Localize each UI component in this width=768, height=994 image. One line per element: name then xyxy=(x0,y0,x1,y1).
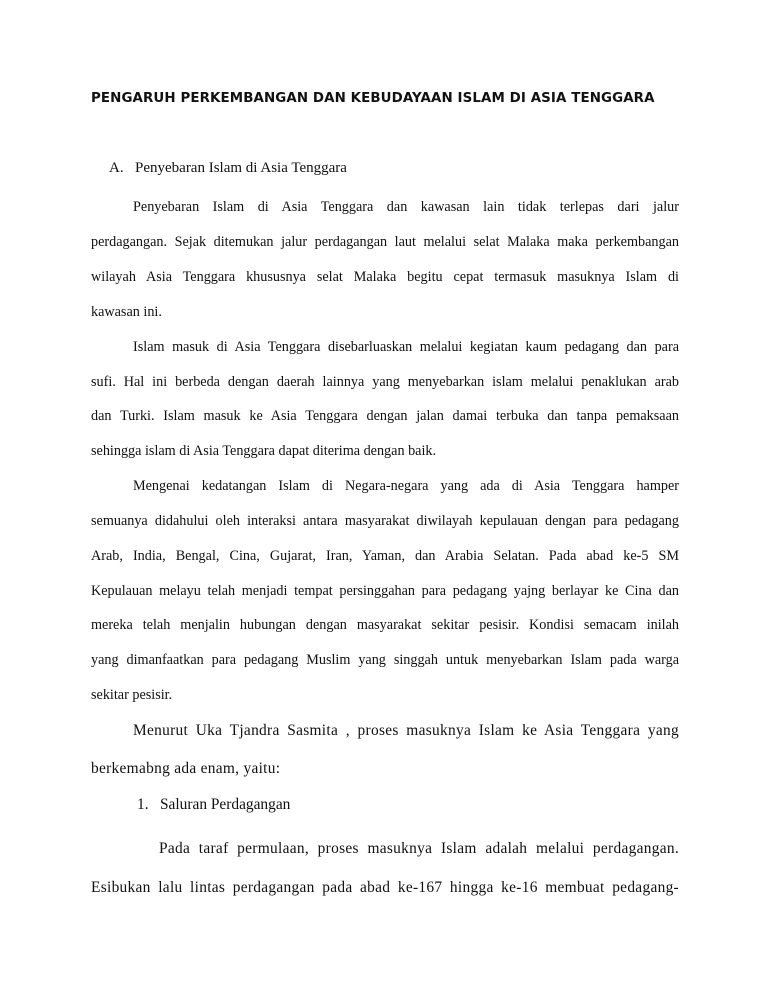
paragraph-line: Esibukan lalu lintas perdagangan pada abad ke-167 hingga ke-16 membuat pedagang- xyxy=(91,879,679,896)
subsection-number: 1. xyxy=(137,796,149,813)
section-heading xyxy=(109,160,347,177)
paragraph-line: sekitar pesisir. xyxy=(91,687,173,703)
paragraph-line: sufi. Hal ini berbeda dengan daerah lainnya yang menyebarkan islam melalui penaklukan arab xyxy=(91,374,679,390)
paragraph-line: wilayah Asia Tenggara khususnya selat Malaka begitu cepat termasuk masuknya Islam di xyxy=(91,269,679,285)
paragraph-line: yang dimanfaatkan para pedagang Muslim yang singgah untuk menyebarkan Islam pada warga xyxy=(91,652,679,668)
section-number: A. xyxy=(109,160,124,176)
paragraph-line: perdagangan. Sejak ditemukan jalur perdagangan laut melalui selat Malaka maka perkembangan xyxy=(91,234,679,250)
paragraph-line: berkemabng ada enam, yaitu: xyxy=(91,760,281,777)
paragraph-line: Islam masuk di Asia Tenggara disebarluaskan melalui kegiatan kaum pedagang dan para xyxy=(133,339,679,355)
paragraph-line: Kepulauan melayu telah menjadi tempat persinggahan para pedagang yajng berlayar ke Cina dan xyxy=(91,583,679,599)
paragraph-line: kawasan ini. xyxy=(91,304,162,320)
paragraph-line: Menurut Uka Tjandra Sasmita , proses masuknya Islam ke Asia Tenggara yang xyxy=(133,722,679,739)
paragraph-line: semuanya didahului oleh interaksi antara masyarakat diwilayah kepulauan dengan para pedagang xyxy=(91,513,679,529)
paragraph-line: Arab, India, Bengal, Cina, Gujarat, Iran, Yaman, dan Arabia Selatan. Pada abad ke-5 SM xyxy=(91,548,679,564)
paragraph-line: sehingga islam di Asia Tenggara dapat diterima dengan baik. xyxy=(91,443,437,459)
paragraph-line: Pada taraf permulaan, proses masuknya Islam adalah melalui perdagangan. xyxy=(159,840,679,857)
document-title: PENGARUH PERKEMBANGAN DAN KEBUDAYAAN ISLAM DI ASIA TENGGARA xyxy=(91,91,655,106)
section-heading-text: Penyebaran Islam di Asia Tenggara xyxy=(135,160,347,176)
paragraph-line: dan Turki. Islam masuk ke Asia Tenggara dengan jalan damai terbuka dan tanpa pemaksaan xyxy=(91,408,679,424)
subsection-heading xyxy=(137,796,290,814)
paragraph-line: mereka telah menjalin hubungan dengan masyarakat sekitar pesisir. Kondisi semacam inilah xyxy=(91,617,679,633)
subsection-heading-text: Saluran Perdagangan xyxy=(160,796,291,813)
paragraph-line: Mengenai kedatangan Islam di Negara-negara yang ada di Asia Tenggara hamper xyxy=(133,478,679,494)
paragraph-line: Penyebaran Islam di Asia Tenggara dan kawasan lain tidak terlepas dari jalur xyxy=(133,199,679,215)
